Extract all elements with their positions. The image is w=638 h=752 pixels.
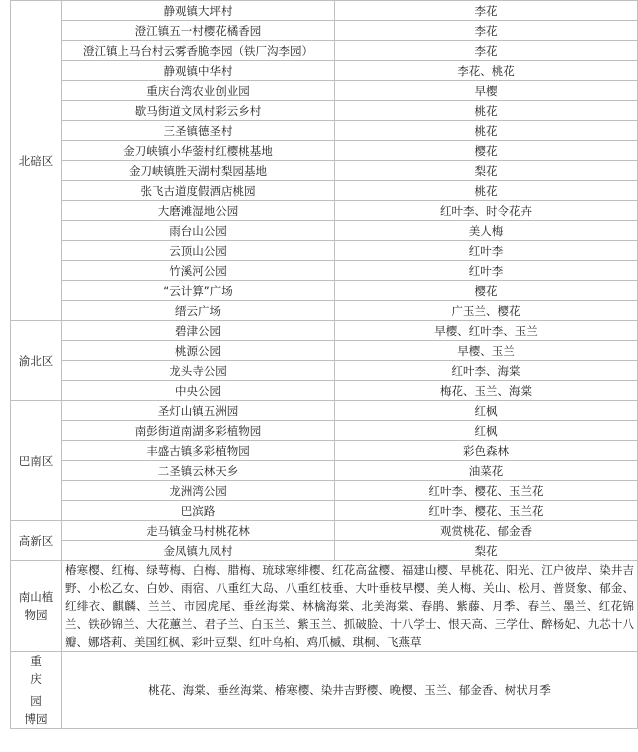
flower-cell: 早樱 (335, 81, 638, 101)
table-row (11, 221, 638, 241)
flower-cell: 红叶李 (335, 241, 638, 261)
flower-cell: 红叶李、樱花、玉兰花 (335, 481, 638, 501)
table-row (11, 301, 638, 321)
flower-cell: 梨花 (335, 541, 638, 561)
flower-cell: 樱花 (335, 281, 638, 301)
flower-cell: 油菜花 (335, 461, 638, 481)
place-cell: 走马镇金马村桃花林 (62, 521, 335, 541)
flower-cell: 李花 (335, 1, 638, 21)
place-cell: “云计算”广场 (62, 281, 335, 301)
flower-cell: 桃花 (335, 121, 638, 141)
place-cell: 云顶山公园 (62, 241, 335, 261)
place-cell: 龙洲湾公园 (62, 481, 335, 501)
place-cell: 缙云广场 (62, 301, 335, 321)
table-row (11, 261, 638, 281)
nanshan-name-cell (11, 561, 62, 652)
table-row (11, 41, 638, 61)
place-cell: 圣灯山镇五洲园 (62, 401, 335, 421)
flower-cell: 早樱、红叶李、玉兰 (335, 321, 638, 341)
place-cell: 二圣镇云林天乡 (62, 461, 335, 481)
table-row (11, 241, 638, 261)
place-cell: 竹溪河公园 (62, 261, 335, 281)
place-cell: 重庆台湾农业创业园 (62, 81, 335, 101)
museum-name-line: 庆 (30, 672, 42, 686)
table-row (11, 381, 638, 401)
flower-cell: 红叶李 (335, 261, 638, 281)
flower-cell: 红叶李、时令花卉 (335, 201, 638, 221)
table-row (11, 401, 638, 421)
place-cell: 大磨滩湿地公园 (62, 201, 335, 221)
table-row (11, 501, 638, 521)
flower-cell: 李花 (335, 21, 638, 41)
place-cell: 碧津公园 (62, 321, 335, 341)
flower-cell: 梅花、玉兰、海棠 (335, 381, 638, 401)
table-row (11, 101, 638, 121)
district-cell: 高新区 (11, 521, 62, 561)
place-cell: 张飞古道度假酒店桃园 (62, 181, 335, 201)
flower-cell: 早樱、玉兰 (335, 341, 638, 361)
flower-cell: 红枫 (335, 421, 638, 441)
flower-cell: 红叶李、海棠 (335, 361, 638, 381)
table-row (11, 141, 638, 161)
table-row (11, 161, 638, 181)
district-cell: 渝北区 (11, 321, 62, 401)
museum-flowers-cell: 桃花、海棠、垂丝海棠、椿寒樱、染井吉野樱、晚樱、玉兰、郁金香、树状月季 (62, 652, 638, 729)
table-row (11, 281, 638, 301)
place-cell: 静观镇中华村 (62, 61, 335, 81)
place-cell: 桃源公园 (62, 341, 335, 361)
place-cell: 中央公园 (62, 381, 335, 401)
flower-cell: 美人梅 (335, 221, 638, 241)
flower-cell: 观赏桃花、郁金香 (335, 521, 638, 541)
table-row (11, 201, 638, 221)
table-row (11, 521, 638, 541)
museum-name-line: 博园 (24, 712, 48, 726)
flower-cell: 红枫 (335, 401, 638, 421)
place-cell: 雨台山公园 (62, 221, 335, 241)
place-cell: 丰盛古镇多彩植物园 (62, 441, 335, 461)
place-cell: 金刀峡镇小华蓥村红樱桃基地 (62, 141, 335, 161)
flower-cell: 李花 (335, 41, 638, 61)
district-cell: 巴南区 (11, 401, 62, 521)
museum-name-cell (11, 652, 62, 729)
flower-cell: 彩色森林 (335, 441, 638, 461)
flower-cell: 李花、桃花 (335, 61, 638, 81)
table-row (11, 81, 638, 101)
table-row (11, 1, 638, 21)
place-cell: 金凤镇九凤村 (62, 541, 335, 561)
table-row (11, 461, 638, 481)
table-row (11, 321, 638, 341)
place-cell: 南彭街道南湖多彩植物园 (62, 421, 335, 441)
table-row (11, 21, 638, 41)
place-cell: 歇马街道文凤村彩云乡村 (62, 101, 335, 121)
museum-name-line: 重 (30, 654, 42, 668)
flower-cell: 梨花 (335, 161, 638, 181)
table-row (11, 541, 638, 561)
place-cell: 澄江镇五一村樱花橘香园 (62, 21, 335, 41)
place-cell: 静观镇大坪村 (62, 1, 335, 21)
nanshan-flowers-cell: 椿寒樱、红梅、绿萼梅、白梅、腊梅、琉球寒绯樱、红花高盆樱、福建山樱、早桃花、阳光、江户彼岸、染井吉野、小松乙女、白妙、雨宿、八重红大岛、八重红枝垂、大叶垂枝早樱、美人梅、关山、松月、普贤象、郁金、红绯衣、麒麟、兰兰、市园虎尾、垂丝海棠、林檎海棠、北美海棠、春鹃、紫藤、月季、春兰、墨兰、红花锦兰、铁砂锦兰、大花蕙兰、君子兰、白玉兰、紫玉兰、抓破脸、十八学士、恨天高、三学仕、醉杨妃、九芯十八瓣、娜塔莉、美国红枫、彩叶豆梨、红叶乌桕、鸡爪槭、琪桐、飞燕草 (62, 561, 638, 652)
table-row (11, 361, 638, 381)
table-row (11, 481, 638, 501)
table-row (11, 181, 638, 201)
nanshan-name-line: 物园 (24, 608, 48, 622)
place-cell: 三圣镇德圣村 (62, 121, 335, 141)
flower-cell: 红叶李、樱花、玉兰花 (335, 501, 638, 521)
place-cell: 龙头寺公园 (62, 361, 335, 381)
table-row (11, 61, 638, 81)
table-row (11, 341, 638, 361)
district-cell: 北碚区 (11, 1, 62, 321)
nanshan-name-line: 南山植 (18, 590, 54, 604)
table-row (11, 421, 638, 441)
flower-cell: 广玉兰、樱花 (335, 301, 638, 321)
flower-cell: 樱花 (335, 141, 638, 161)
place-cell: 澄江镇上马台村云雾香脆李园（铁厂沟李园） (62, 41, 335, 61)
place-cell: 金刀峡镇胜天湖村梨园基地 (62, 161, 335, 181)
table-row (11, 652, 638, 729)
table-row (11, 121, 638, 141)
flower-viewing-table (10, 0, 638, 729)
table-row (11, 561, 638, 652)
flower-cell: 桃花 (335, 101, 638, 121)
place-cell: 巴滨路 (62, 501, 335, 521)
flower-cell: 桃花 (335, 181, 638, 201)
table-row (11, 441, 638, 461)
museum-name-line: 园 (30, 694, 42, 708)
